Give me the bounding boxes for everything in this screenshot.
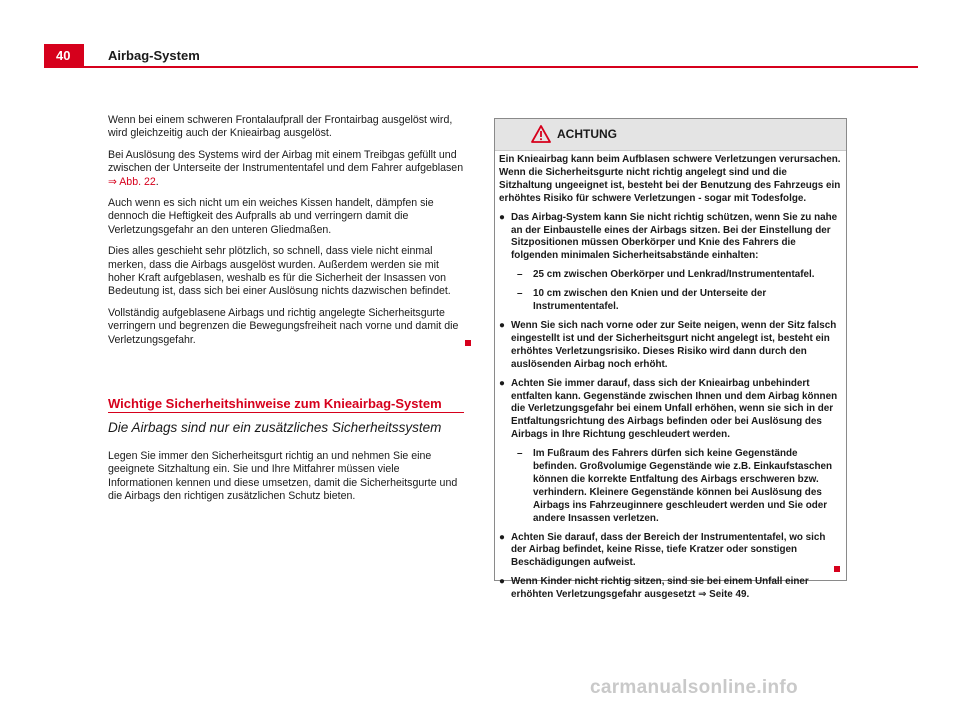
watermark: carmanualsonline.info — [590, 677, 798, 698]
list-item-text: Achten Sie darauf, dass der Bereich der Instrumententafel, wo sich der Airbag befindet, keine Risse, tiefe Kratzer oder sonstigen Beschädigungen aufweist. — [511, 531, 826, 569]
list-item — [499, 378, 842, 443]
warning-triangle-icon — [531, 125, 551, 143]
list-item — [499, 532, 842, 571]
warning-title: ACHTUNG — [557, 127, 617, 141]
section-body: Legen Sie immer den Sicherheitsgurt richtig an und nehmen Sie eine geeignete Sitzhaltung ein. Sie und Ihre Mitfahrer müssen viele Informationen kennen und diese umsetzen, damit die Sicherheitsgurte und die Airbags den richtigen zusätzlichen Schutz bieten. — [108, 450, 458, 503]
list-item — [499, 320, 842, 372]
sub-list-item-text: 10 cm zwischen den Knien und der Unterseite der Instrumententafel. — [533, 288, 767, 313]
page-number: 40 — [44, 44, 84, 67]
list-item — [499, 212, 842, 264]
bullet-icon: ● — [499, 211, 505, 223]
sub-list-item — [499, 448, 842, 525]
list-item-text-part: Wenn Kinder nicht richtig sitzen, sind sie bei einem Unfall einer erhöhten Verletzungsgefahr ausgesetzt — [511, 576, 809, 601]
bullet-icon: ● — [499, 531, 505, 543]
list-item-text: Wenn Sie sich nach vorne oder zur Seite neigen, wenn der Sitz falsch eingestellt ist und der Sicherheitsgurt nicht angelegt ist, besteht ein erhöhtes Verletzungsrisiko. Dieses Risiko wird dann durch den auslösenden Airbag noch erhöht. — [511, 319, 837, 370]
warning-intro: Ein Knieairbag kann beim Aufblasen schwere Verletzungen verursachen. Wenn die Sicherheitsgurte nicht richtig angelegt sind und die Sitzhaltung ungeeignet ist, besteht bei der Benutzung des Fahrzeugs ein erhöhtes Risiko für schwere Verletzungen - sogar mit Todesfolge. — [499, 154, 841, 204]
page-reference-link[interactable]: ⇒ Seite 49. — [698, 589, 750, 601]
header-divider — [44, 66, 918, 68]
section-heading: Wichtige Sicherheitshinweise zum Knieairbag-System — [108, 396, 442, 411]
list-item — [499, 576, 842, 602]
sub-list-item — [499, 269, 842, 282]
paragraph: Auch wenn es sich nicht um ein weiches Kissen handelt, dämpfen sie dennoch die Heftigkeit des Aufpralls ab und verringern damit die Verletzungsgefahr an den unteren Gliedmaßen. — [108, 197, 434, 236]
chapter-title: Airbag-System — [108, 48, 200, 63]
warning-box — [494, 118, 847, 601]
bullet-icon: ● — [499, 319, 505, 331]
paragraph: Vollständig aufgeblasene Airbags und richtig angelegte Sicherheitsgurte verringern und begrenzen die Bewegungsfreiheit nach vorne und damit die Verletzungsgefahr. — [108, 306, 459, 346]
paragraph-text: Bei Auslösung des Systems wird der Airbag mit einem Treibgas gefüllt und zwischen der Unterseite der Instrumententafel und dem Fahrer aufgeblasen — [108, 148, 464, 175]
list-item-text: Das Airbag-System kann Sie nicht richtig schützen, wenn Sie zu nahe an der Einbaustelle eines der Airbags sitzen. Bei der Einstellung der Sitzpositionen müssen Oberkörper und Knie des Fahrers die folgenden minimalen Sicherheitsabstände einhalten: — [511, 211, 838, 262]
bullet-icon: ● — [499, 576, 505, 588]
sub-list-item-text: 25 cm zwischen Oberkörper und Lenkrad/Instrumententafel. — [533, 269, 815, 281]
main-text-column — [108, 114, 464, 355]
sub-list-item — [499, 288, 842, 314]
warning-header — [495, 119, 846, 151]
paragraph-end: . — [155, 175, 159, 188]
bullet-icon: ● — [499, 377, 505, 389]
section-end-marker — [465, 340, 471, 346]
section-subheading: Die Airbags sind nur ein zusätzliches Sicherheitssystem — [108, 420, 442, 435]
section-end-marker — [834, 566, 840, 572]
paragraph: Wenn bei einem schweren Frontalaufprall der Frontairbag ausgelöst wird, wird gleichzeitig auch der Knieairbag ausgelöst. — [108, 114, 453, 140]
page-header — [44, 44, 918, 70]
list-item-text: Achten Sie immer darauf, dass sich der Knieairbag unbehindert entfalten kann. Gegenstände zwischen Ihnen und dem Airbag können die Verletzungsgefahr bei einem Unfall erhöhen, wenn sie sich in der Entfaltungsrichtung des Airbags befinden oder bei Auslösung des Airbags in Ihre Richtung geschleudert werden. — [511, 377, 838, 441]
warning-body — [495, 151, 846, 602]
dash-icon: – — [517, 269, 523, 281]
paragraph: Dies alles geschieht sehr plötzlich, so schnell, dass viele nicht einmal merken, dass die Airbags ausgelöst wurden. Außerdem werden sie mit hoher Kraft aufgeblasen, weshalb es für die Sicherheit der Insassen von Bedeutung ist, dass sich bei einer Auslösung nichts dazwischen befindet. — [108, 245, 451, 298]
list-item-text — [511, 576, 842, 602]
figure-link[interactable]: ⇒ Abb. 22 — [108, 175, 156, 188]
paragraph — [108, 149, 464, 189]
dash-icon: – — [517, 288, 523, 300]
section-divider — [108, 412, 464, 413]
dash-icon: – — [517, 448, 523, 460]
sub-list-item-text: Im Fußraum des Fahrers dürfen sich keine Gegenstände befinden. Großvolumige Gegenstände wie z.B. Einkaufstaschen können die korrekte Entfaltung des Airbags erschweren bzw. verhindern. Kleinere Gegenstände können bei Auslösung des Airbags ins Fahrzeuginnere geschleudert werden und Sie oder andere Insassen verletzen. — [533, 448, 833, 524]
